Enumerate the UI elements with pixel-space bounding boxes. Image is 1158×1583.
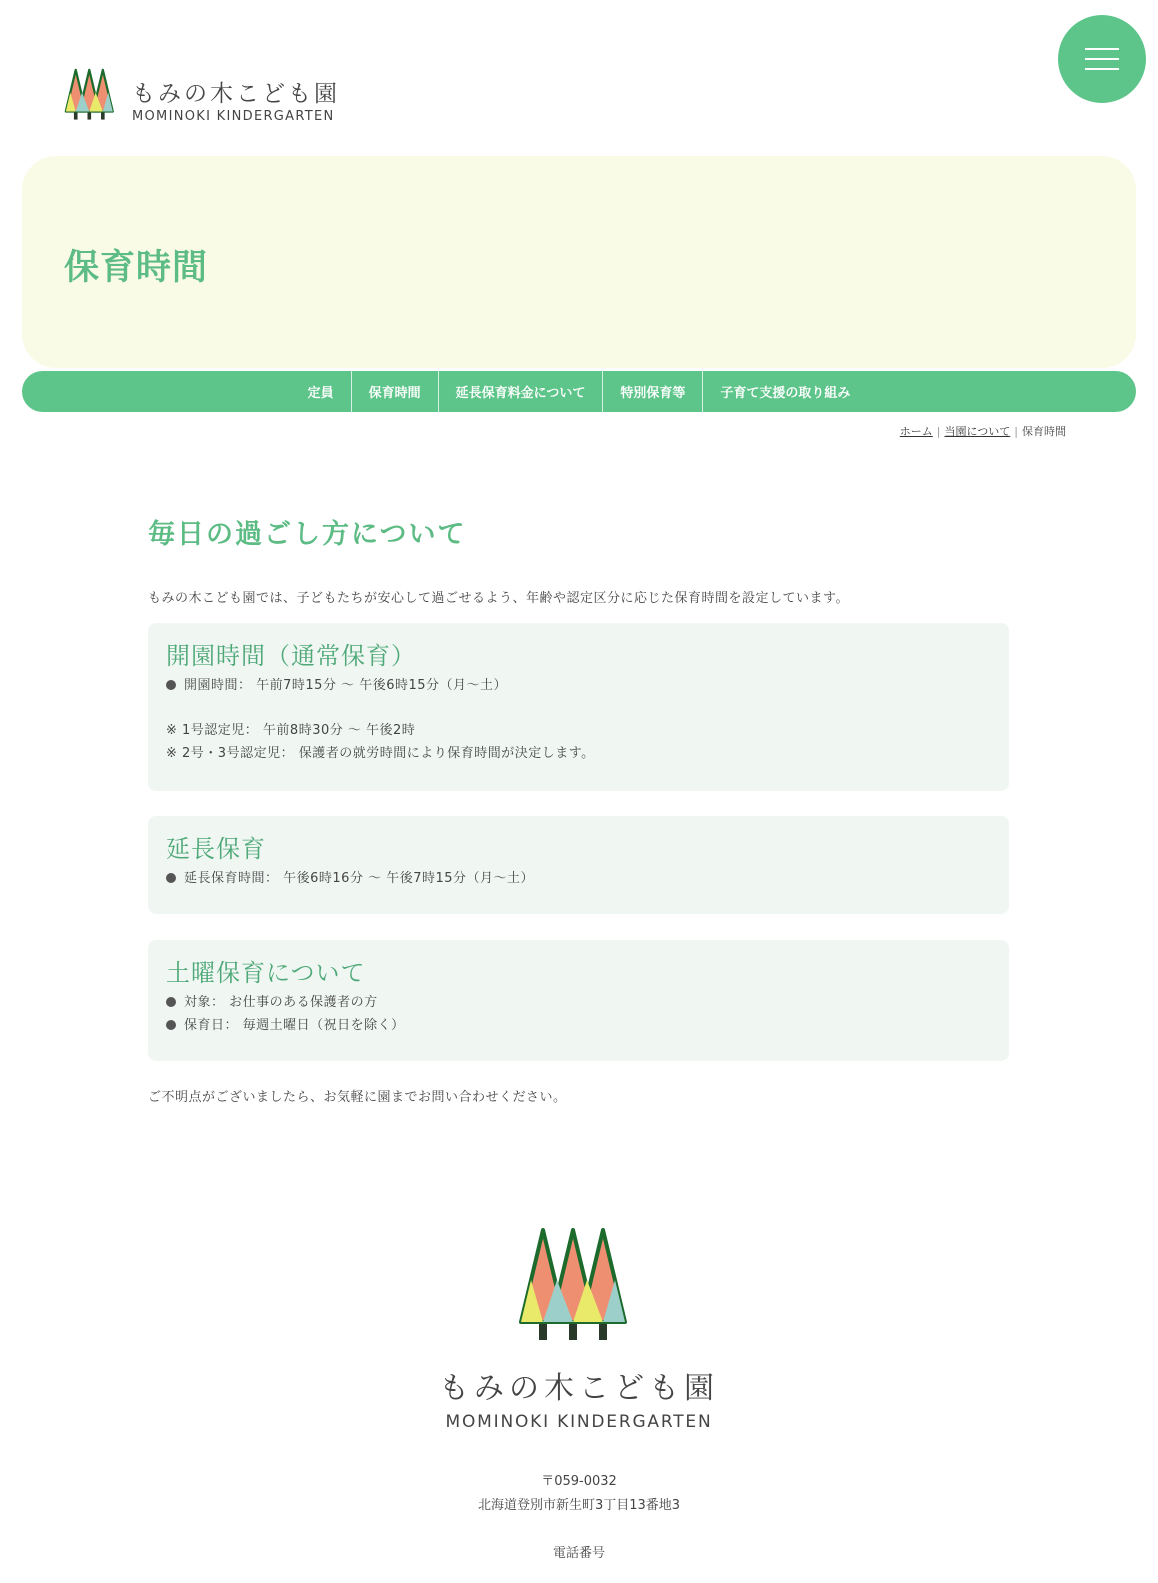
footer-logo[interactable] xyxy=(0,1226,1158,1432)
page-title: 保育時間 xyxy=(64,248,209,288)
tree-logo-icon xyxy=(64,67,120,127)
bullet-item xyxy=(166,991,991,1014)
breadcrumb-separator: | xyxy=(1014,425,1018,438)
bullet-item xyxy=(166,867,991,890)
sub-navigation xyxy=(22,371,1136,412)
logo-name-en: MOMINOKI KINDERGARTEN xyxy=(132,109,335,124)
tree-logo-icon xyxy=(517,1226,641,1354)
footer-address: 北海道登別市新生町3丁目13番地3 xyxy=(477,1498,681,1513)
bullet-text: 延長保育時間： 午後6時16分 〜 午後7時15分（月〜土） xyxy=(184,871,535,886)
bullet-text: 対象： お仕事のある保護者の方 xyxy=(184,995,378,1010)
intro-text: もみの木こども園では、子どもたちが安心して過ごせるよう、年齢や認定区分に応じた保育時間を設定しています。 xyxy=(148,591,849,606)
hamburger-menu-button[interactable] xyxy=(1058,15,1146,103)
site-logo[interactable] xyxy=(64,66,354,128)
card-title: 土曜保育について xyxy=(166,959,366,987)
breadcrumb-current: 保育時間 xyxy=(1022,425,1066,438)
page-hero xyxy=(22,156,1136,368)
subnav-item-parenting-support[interactable]: 子育て支援の取り組み xyxy=(702,371,867,412)
closing-text: ご不明点がございましたら、お気軽に園までお問い合わせください。 xyxy=(148,1090,567,1105)
logo-name-jp: もみの木こども園 xyxy=(132,81,340,107)
footer-name-en: MOMINOKI KINDERGARTEN xyxy=(445,1412,713,1432)
footer-phone-label: 電話番号 xyxy=(552,1546,605,1561)
opening-hours-card xyxy=(148,623,1009,791)
breadcrumb-about-link[interactable]: 当園について xyxy=(944,425,1011,438)
bullet-icon xyxy=(166,1020,176,1030)
card-title: 延長保育 xyxy=(166,835,266,863)
section-title: 毎日の過ごし方について xyxy=(148,519,467,550)
subnav-item-extended-care-fees[interactable]: 延長保育料金について xyxy=(438,371,603,412)
bullet-icon xyxy=(166,997,176,1007)
bullet-item xyxy=(166,674,991,697)
breadcrumb-separator: | xyxy=(936,425,941,438)
bullet-text: 開園時間： 午前7時15分 〜 午後6時15分（月〜土） xyxy=(184,678,508,693)
footer-postal-code: 〒059-0032 xyxy=(541,1474,617,1489)
note-1go: ※ 1号認定児： 午前8時30分 〜 午後2時 xyxy=(166,723,416,738)
saturday-care-card xyxy=(148,940,1009,1061)
subnav-item-capacity[interactable]: 定員 xyxy=(307,386,334,401)
bullet-text: 保育日： 毎週土曜日（祝日を除く） xyxy=(184,1018,405,1033)
footer-name-jp: もみの木こども園 xyxy=(439,1371,719,1406)
subnav-item-childcare-hours[interactable]: 保育時間 xyxy=(351,371,438,412)
bullet-icon xyxy=(166,873,176,883)
extended-care-card xyxy=(148,816,1009,914)
subnav-item-special-care[interactable]: 特別保育等 xyxy=(602,371,702,412)
note-2go-3go: ※ 2号・3号認定児： 保護者の就労時間により保育時間が決定します。 xyxy=(166,746,595,761)
menu-bar-icon xyxy=(1085,48,1119,50)
bullet-icon xyxy=(166,680,176,690)
bullet-item xyxy=(166,1014,991,1037)
breadcrumb xyxy=(900,423,1066,439)
card-title: 開園時間（通常保育） xyxy=(166,642,416,670)
menu-bar-icon xyxy=(1085,58,1119,60)
breadcrumb-home-link[interactable]: ホーム xyxy=(899,425,933,438)
menu-bar-icon xyxy=(1085,68,1119,70)
